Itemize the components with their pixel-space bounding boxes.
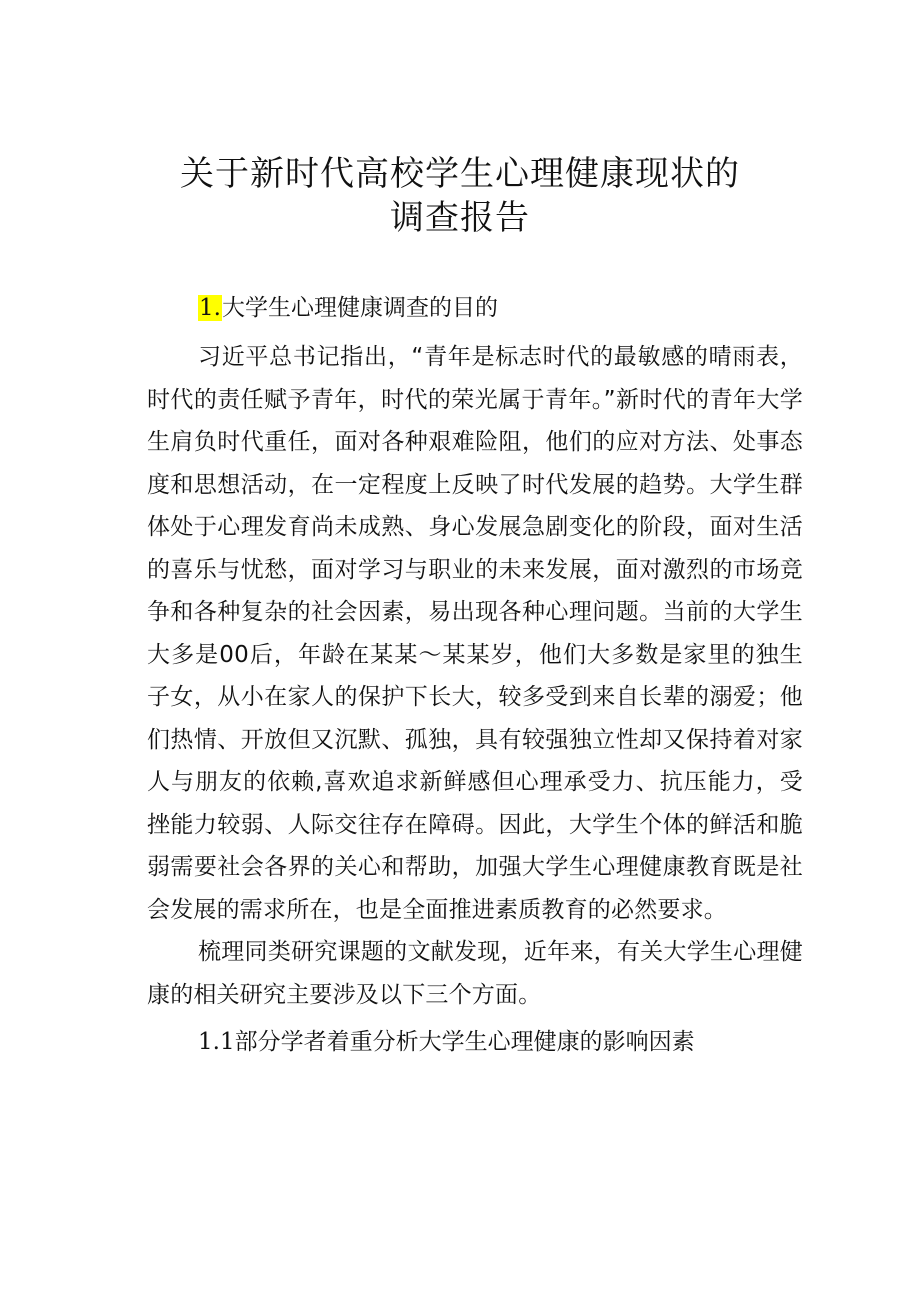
subsection-1-1-number: 1.1 <box>198 1029 235 1055</box>
title-line-2: 调查报告 <box>390 198 530 238</box>
title-line-1: 关于新时代高校学生心理健康现状的 <box>180 154 740 194</box>
section-1-number-highlighted: 1. <box>199 295 221 321</box>
section-1-heading-text: 大学生心理健康调查的目的 <box>221 295 498 321</box>
document-title <box>0 152 920 240</box>
document-body <box>147 336 803 1016</box>
paragraph-literature: 梳理同类研究课题的文献发现，近年来，有关大学生心理健康的相关研究主要涉及以下三个方面。 <box>147 939 803 1008</box>
paragraph-purpose: 习近平总书记指出，“青年是标志时代的最敏感的晴雨表，时代的责任赋予青年，时代的荣光属于青年。”新时代的青年大学生肩负时代重任，面对各种艰难险阻，他们的应对方法、处事态度和思想活动，在一定程度上反映了时代发展的趋势。大学生群体处于心理发育尚未成熟、身心发展急剧变化的阶段，面对生活的喜乐与忧愁，面对学习与职业的未来发展，面对激烈的市场竞争和各种复杂的社会因素，易出现各种心理问题。当前的大学生大多是00后，年龄在某某〜某某岁，他们大多数是家里的独生子女，从小在家人的保护下长大，较多受到来自长辈的溺爱；他们热情、开放但又沉默、孤独，具有较强独立性却又保持着对家人与朋友的依赖,喜欢追求新鲜感但心理承受力、抗压能力，受挫能力较弱、人际交往存在障碍。因此，大学生个体的鲜活和脆弱需要社会各界的关心和帮助，加强大学生心理健康教育既是社会发展的需求所在，也是全面推进素质教育的必然要求。 <box>147 344 803 923</box>
section-1-heading <box>198 288 498 328</box>
subsection-1-1-heading-text: 部分学者着重分析大学生心理健康的影响因素 <box>234 1029 695 1055</box>
subsection-1-1-heading <box>198 1021 695 1063</box>
